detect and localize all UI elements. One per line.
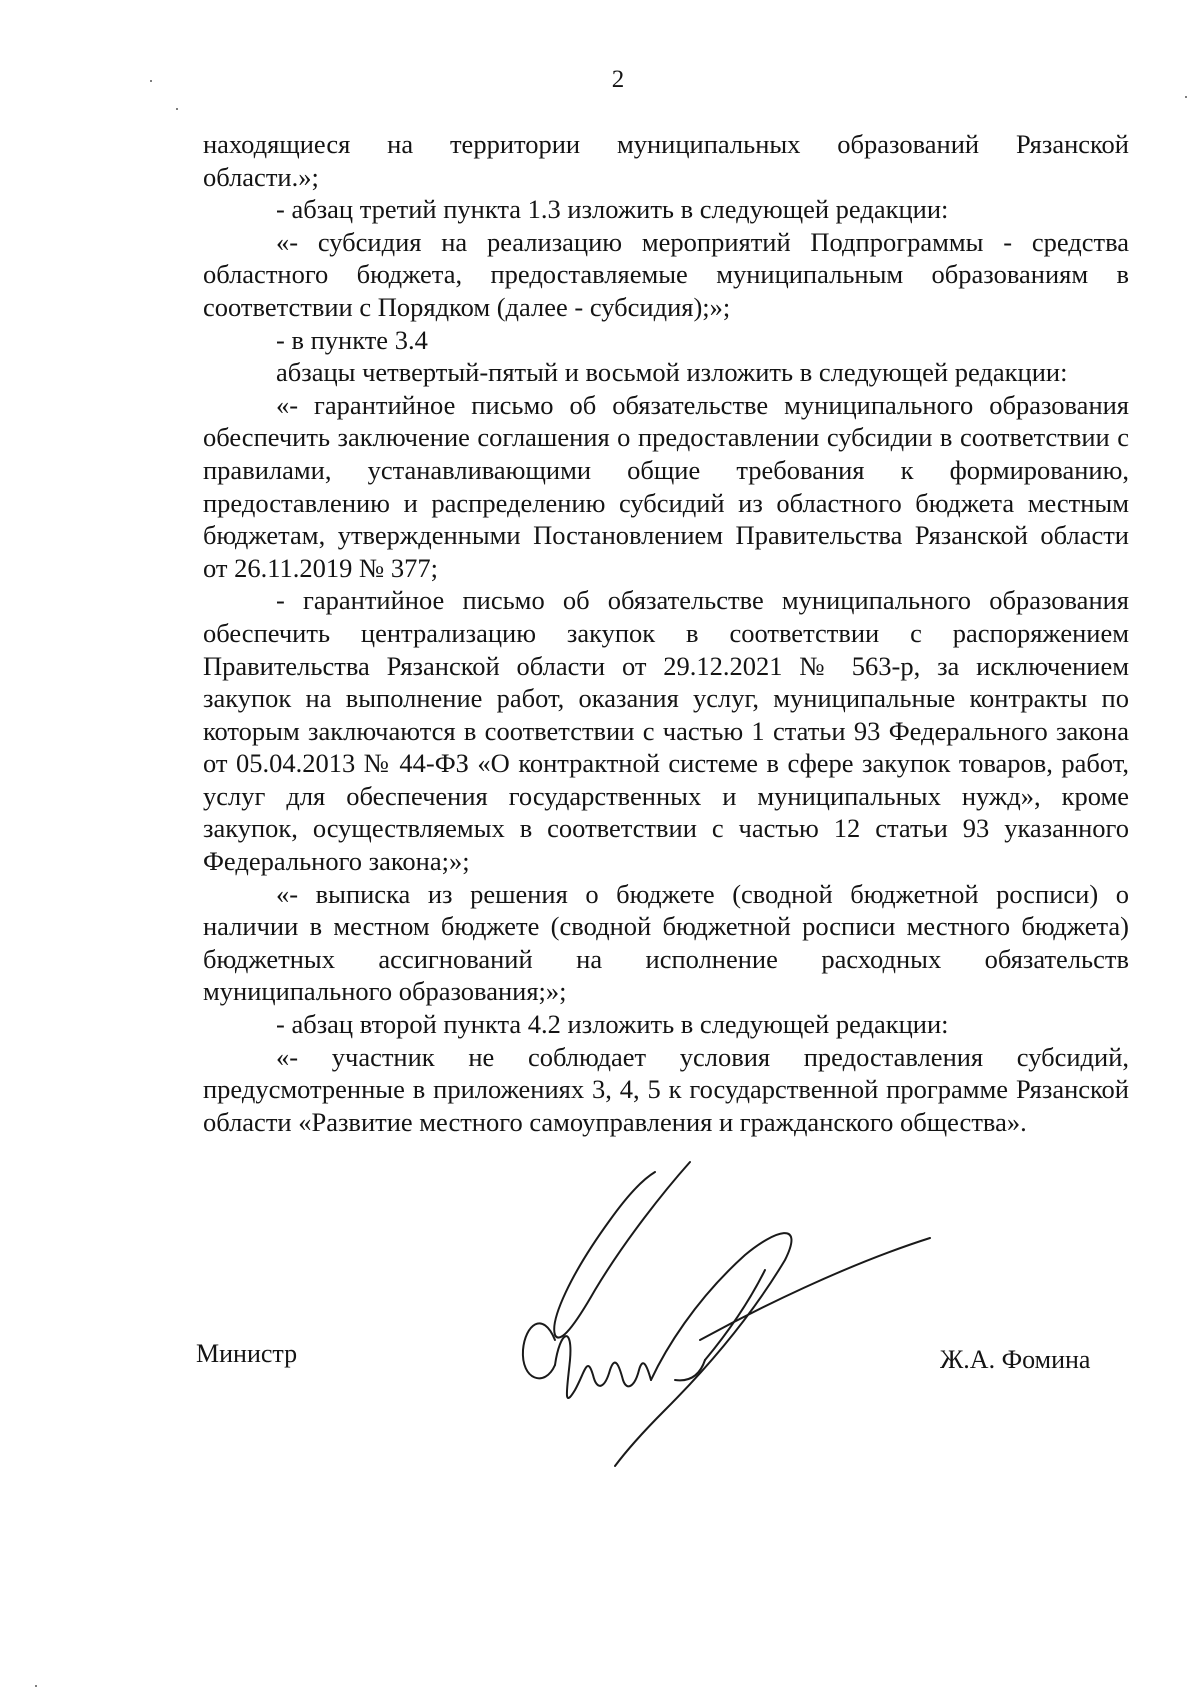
signatory-name: Ж.А. Фомина <box>940 1345 1091 1374</box>
handwritten-signature <box>515 1160 935 1470</box>
scan-speck <box>35 1685 37 1687</box>
paragraph: абзацы четвертый-пятый и восьмой изложить в следующей редакции: <box>276 357 1068 388</box>
paragraph: - гарантийное письмо об обязательстве муниципального образования обеспечить централизацию закупок в соответствии с распоряжением Правительства Рязанской области от 29.12.2021 № 563-р, за исключением закупок на выполнение работ, оказания услуг, муниципальные контракты по которым заключаются в соответствии с частью 1 статьи 93 Федерального закона от 05.04.2013 № 44-ФЗ «О контрактной системе в сфере закупок товаров, работ, услуг для обеспечения государственных и муниципальных нужд», кроме закупок, осуществляемых в соответствии с частью 12 статьи 93 указанного Федерального закона;»; <box>203 585 1129 877</box>
scan-speck <box>150 80 152 82</box>
page-number: 2 <box>611 66 625 93</box>
signatory-title: Министр <box>196 1339 298 1368</box>
paragraph: «- гарантийное письмо об обязательстве муниципального образования обеспечить заключение соглашения о предоставлении субсидии в соответствии с правилами, устанавливающими общие требования к формированию, предоставлению и распределению субсидий из областного бюджета местным бюджетам, утвержденными Постановлением Правительства Рязанской области от 26.11.2019 № 377; <box>203 389 1129 583</box>
paragraph: - в пункте 3.4 <box>276 324 428 355</box>
paragraph: - абзац второй пункта 4.2 изложить в следующей редакции: <box>276 1009 949 1040</box>
paragraph: «- участник не соблюдает условия предоставления субсидий, предусмотренные в приложениях 3, 4, 5 к государственной программе Рязанской области «Развитие местного самоуправления и гражданского общества». <box>203 1041 1129 1137</box>
scan-speck <box>1185 96 1187 98</box>
paragraph: «- выписка из решения о бюджете (сводной бюджетной росписи) о наличии в местном бюджете (сводной бюджетной росписи местного бюджета) бюджетных ассигнований на исполнение расходных обязательств муниципального образования;»; <box>203 878 1129 1007</box>
paragraph: находящиеся на территории муниципальных образований Рязанской <box>203 129 1129 159</box>
body-text <box>203 128 1129 1138</box>
paragraph: области.»; <box>203 161 319 192</box>
paragraph: - абзац третий пункта 1.3 изложить в следующей редакции: <box>276 194 949 225</box>
paragraph: «- субсидия на реализацию мероприятий Подпрограммы - средства областного бюджета, предоставляемые муниципальным образованиям в соответствии с Порядком (далее - субсидия);»; <box>203 226 1129 322</box>
scan-speck <box>176 108 178 110</box>
